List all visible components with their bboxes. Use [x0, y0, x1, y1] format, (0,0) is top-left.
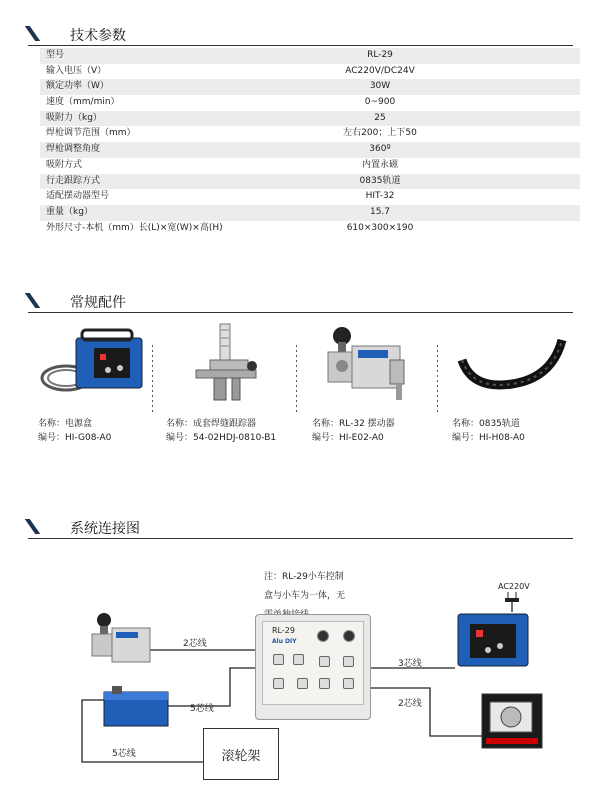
spec-value: 左右200；上下50 [343, 128, 417, 139]
wire-label: 3芯线 [398, 659, 422, 669]
power-box-device [458, 614, 528, 666]
welding-machine-device [482, 694, 542, 748]
controller-brand: Alu DIY [272, 638, 297, 645]
accessory-name: 名称：成套焊缝跟踪器 [166, 419, 257, 429]
controller-panel [262, 621, 364, 705]
switch-icon [319, 678, 330, 689]
spec-value: 内置永磁 [361, 159, 399, 170]
accessory-name: 名称：RL-32 摆动器 [312, 419, 395, 429]
spec-value: 360º [369, 144, 391, 155]
rl29-controller [255, 614, 371, 720]
wire-label: 5芯线 [190, 704, 214, 714]
spec-value: 610×300×190 [346, 222, 414, 233]
wire-label: 2芯线 [183, 639, 207, 649]
spec-key: 适配摆动器型号 [46, 191, 110, 202]
spec-key: 速度（mm/min） [46, 97, 120, 108]
accessory-code: 编号：HI-G08-A0 [38, 433, 112, 443]
accessory-name: 名称：0835轨道 [452, 419, 520, 429]
spec-key: 吸附力（kg） [46, 112, 102, 123]
switch-icon [343, 656, 354, 667]
accessory-code: 编号：HI-H08-A0 [452, 433, 525, 443]
roller-frame-label: 滚轮架 [221, 749, 261, 764]
knob-icon [317, 630, 329, 642]
switch-icon [273, 678, 284, 689]
spec-value: 0~900 [364, 97, 396, 108]
plug-icon [505, 592, 519, 602]
accessory-code: 编号：HI-E02-A0 [312, 433, 384, 443]
accessory-code: 编号：54-02HDJ-0810-B1 [166, 433, 277, 443]
switch-icon [319, 656, 330, 667]
spec-key: 行走跟踪方式 [46, 175, 101, 186]
spec-value: AC220V/DC24V [345, 65, 415, 76]
spec-key: 焊枪调整角度 [46, 144, 101, 155]
spec-value: 15.7 [369, 206, 391, 217]
wire-label: 2芯线 [398, 699, 422, 709]
spec-key: 吸附方式 [46, 159, 83, 170]
switch-icon [297, 678, 308, 689]
spec-key: 焊枪调节范围（mm） [46, 128, 136, 139]
knob-icon [343, 630, 355, 642]
note-line: 注：RL-29小车控制 [264, 572, 344, 582]
spec-value: 30W [369, 81, 391, 92]
switch-icon [293, 654, 304, 665]
section-title: 常规配件 [70, 295, 126, 311]
spec-value: HIT-32 [365, 191, 395, 202]
spec-value: 0835轨道 [359, 175, 401, 186]
spec-value: RL-29 [367, 50, 393, 60]
spec-value: 25 [374, 112, 386, 123]
section-title: 技术参数 [70, 28, 126, 44]
spec-key: 重量（kg） [46, 206, 93, 217]
wire-label: 5芯线 [112, 749, 136, 759]
switch-icon [273, 654, 284, 665]
oscillator-device [92, 613, 150, 662]
section-title: 系统连接图 [70, 521, 140, 537]
note-line: 盒与小车为一体，无 [264, 591, 346, 601]
spec-key: 型号 [46, 50, 65, 60]
power-label: AC220V [498, 582, 530, 591]
spec-key: 外形尺寸-本机（mm）长(L)×宽(W)×高(H) [46, 222, 223, 233]
blue-tracker-box [104, 686, 168, 726]
spec-key: 输入电压（V） [46, 65, 107, 76]
accessory-name: 名称：电源盒 [38, 419, 93, 429]
switch-icon [343, 678, 354, 689]
roller-frame-box [203, 728, 279, 780]
spec-key: 额定功率（W） [46, 81, 109, 92]
controller-model: RL-29 [272, 626, 295, 635]
